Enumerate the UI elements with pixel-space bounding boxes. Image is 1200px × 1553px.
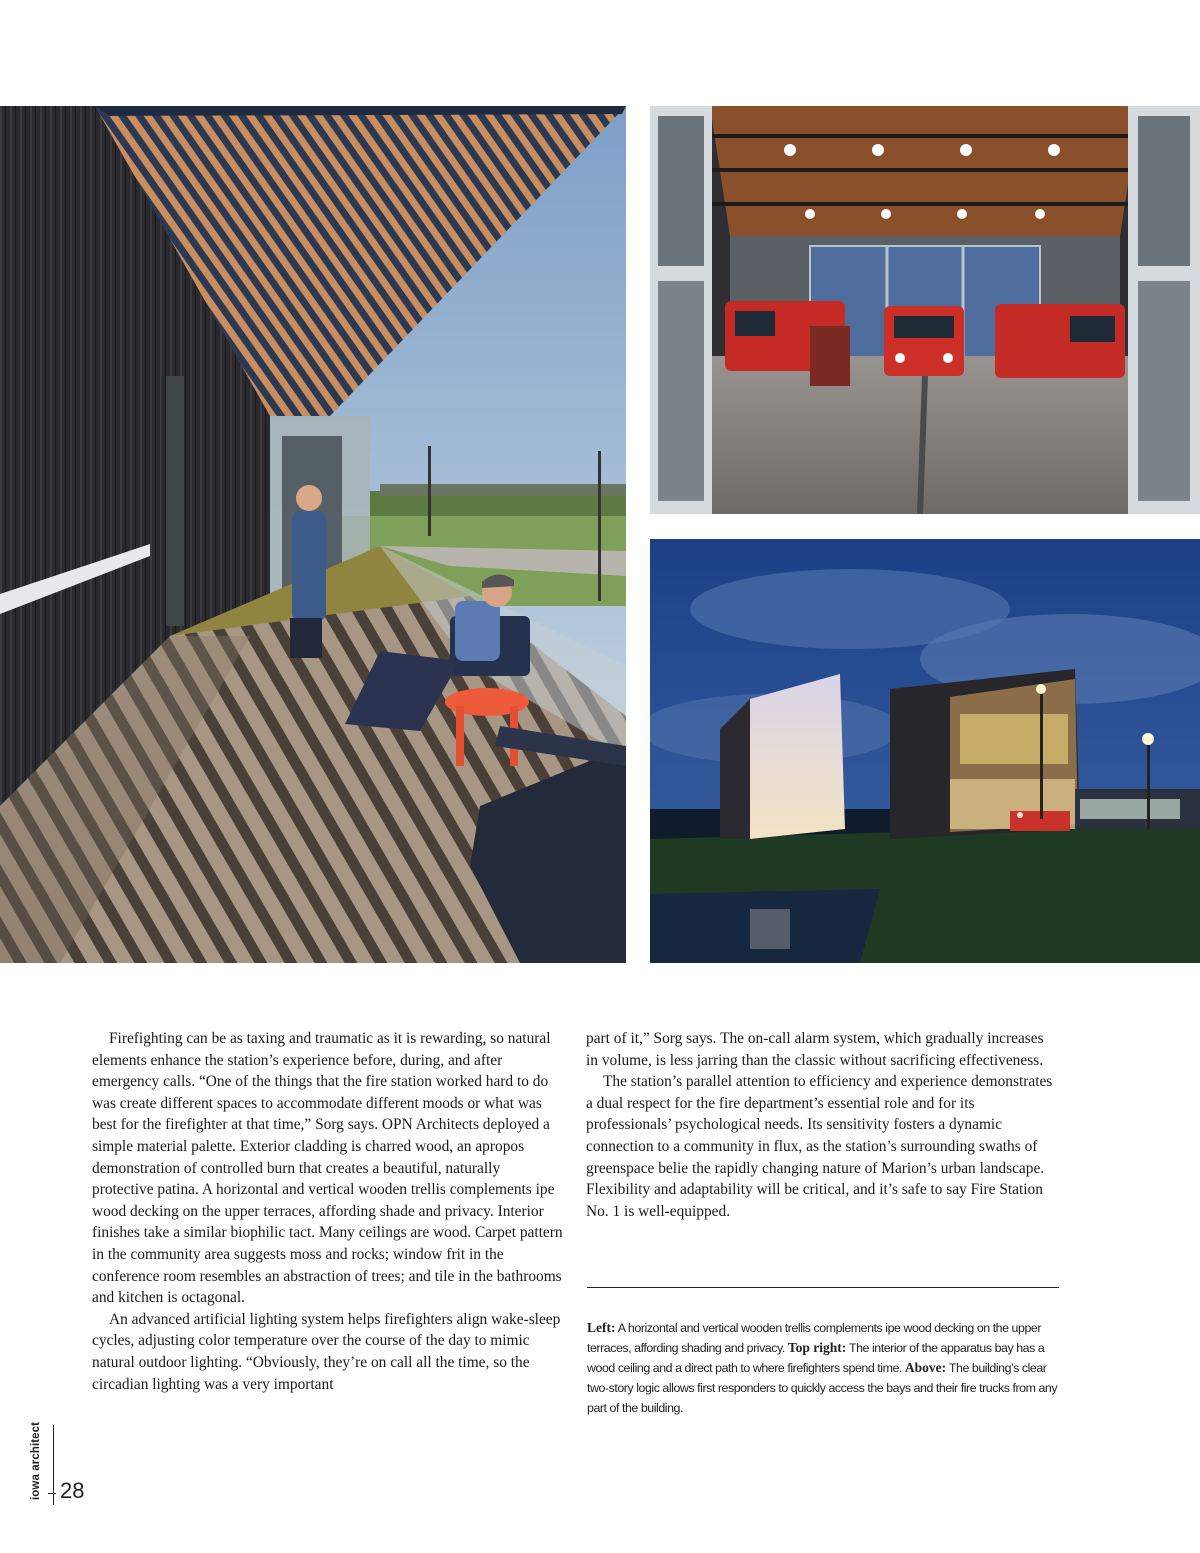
apparatus-bay-photo	[650, 106, 1200, 514]
caption-label-above: Above:	[904, 1360, 947, 1375]
folio-tick	[48, 1493, 56, 1494]
body-paragraph: Firefighting can be as taxing and traumatic as it is rewarding, so natural elements enhance the station’s experience before, during, and after emergency calls. “One of the things that the fire station worked hard to do was create different spaces to accommodate different moods or what was best for the firefighter at that time,” Sorg says. OPN Architects deployed a simple material palette. Exterior cladding is charred wood, an apropos demonstration of controlled burn that creates a beautiful, naturally protective patina. A horizontal and vertical wooden trellis complements ipe wood decking on the upper terraces, affording shade and privacy. Interior finishes take a similar biophilic tact. Many ceilings are wood. Carpet pattern in the community area suggests moss and rocks; window frit in the conference room resembles an abstraction of trees; and tile in the bathrooms and kitchen is octagonal.	[92, 1030, 563, 1307]
body-column-right	[586, 1028, 1058, 1222]
body-paragraph: The station’s parallel attention to efficiency and experience demonstrates a dual respect for the fire department’s essential role and for its professionals’ psychological needs. Its sensitivity fosters a dynamic connection to a community in flux, as the station’s surrounding swaths of greenspace belie the rapidly changing nature of Marion’s urban landscape. Flexibility and adaptability will be critical, and it’s safe to say Fire Station No. 1 is well-equipped.	[586, 1073, 1053, 1220]
caption-text-above: The building’s clear two-story logic allows first responders to quickly access the bays and their fire trucks from any part of the building.	[587, 1361, 1058, 1415]
terrace-photo	[0, 106, 626, 963]
body-paragraph: part of it,” Sorg says. The on-call alarm system, which gradually increases in volume, is less jarring than the classic without sacrificing effectiveness.	[586, 1030, 1044, 1069]
page-number: 28	[60, 1478, 85, 1503]
body-column-left	[92, 1028, 564, 1395]
body-paragraph: An advanced artificial lighting system helps firefighters align wake-sleep cycles, adjusting color temperature over the course of the day to mimic natural outdoor lighting. “Obviously, they’re on call all the time, so the circadian lighting was a very important	[92, 1310, 561, 1393]
caption-label-left: Left:	[587, 1320, 616, 1335]
magazine-name: iowa architect	[30, 1421, 42, 1500]
photo-caption	[587, 1318, 1061, 1418]
caption-text-top-right: The interior of the apparatus bay has a wood ceiling and a direct path to where firefighters spend time.	[587, 1341, 1045, 1375]
caption-label-top-right: Top right:	[787, 1340, 847, 1355]
exterior-dusk-photo	[650, 539, 1200, 963]
caption-text-left: A horizontal and vertical wooden trellis complements ipe wood decking on the upper terraces, affording shading and privacy.	[587, 1321, 1041, 1355]
caption-divider	[587, 1287, 1059, 1288]
